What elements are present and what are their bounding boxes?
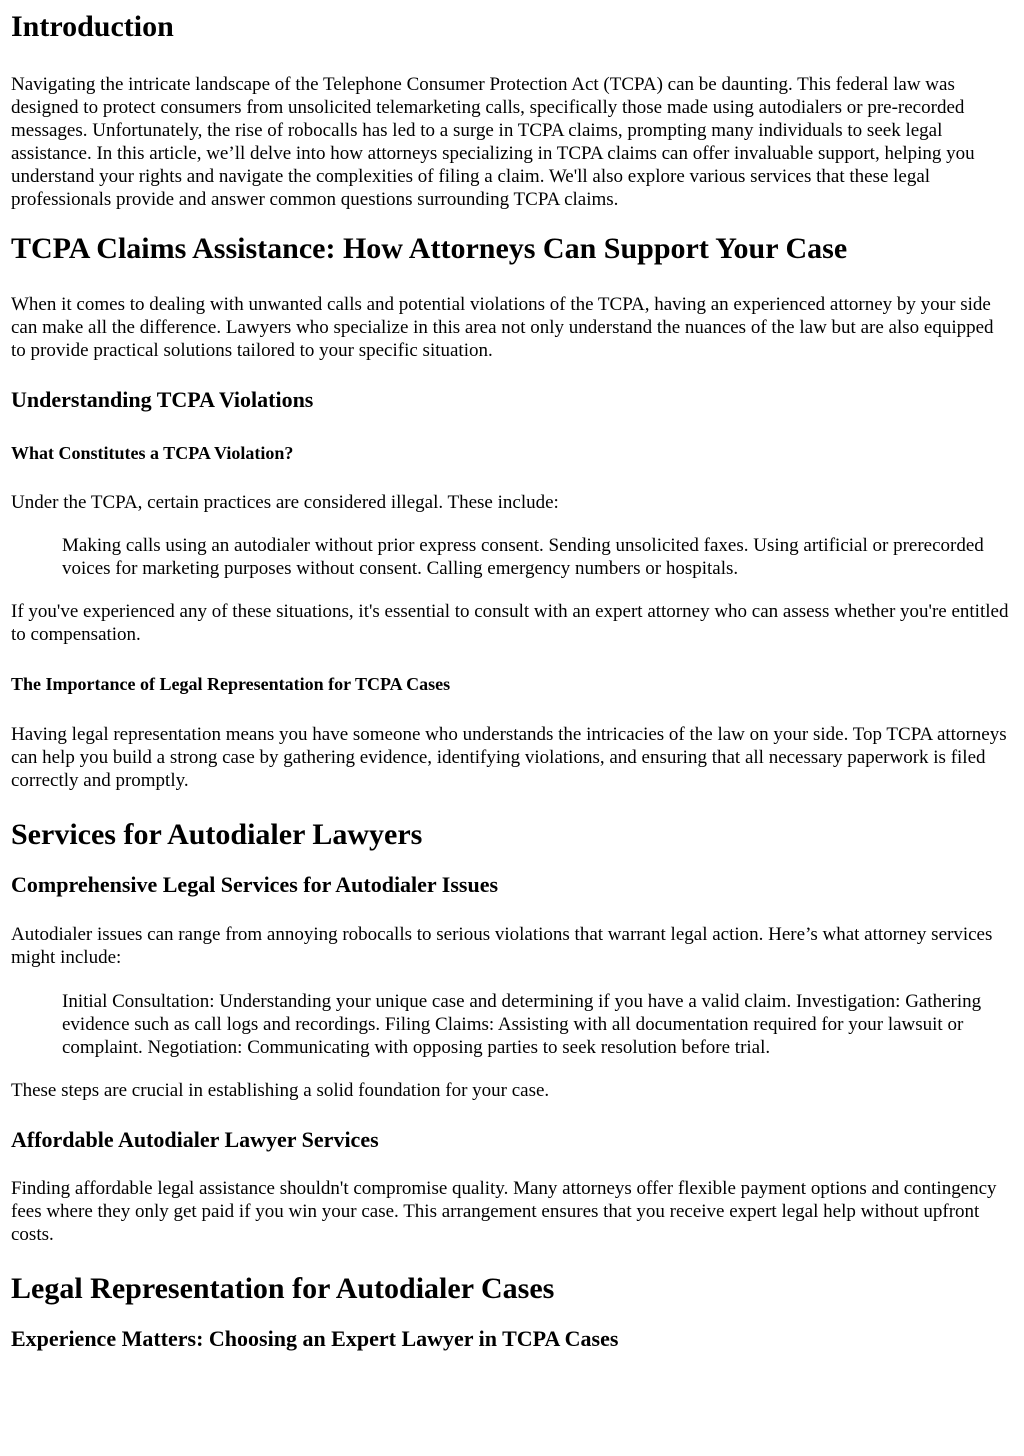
- heading-legal-representation-autodialer: Legal Representation for Autodialer Cases: [11, 1272, 555, 1305]
- paragraph-steps-crucial: These steps are crucial in establishing a solid foundation for your case.: [11, 1080, 550, 1101]
- blockquote-violation-list: Making calls using an autodialer without prior express consent. Sending unsolicited faxes. Using artificial or prerecorded voices for marketing purposes without consent. Calling emergency numbers or hospitals.: [62, 535, 984, 579]
- blockquote-attorney-services: Initial Consultation: Understanding your unique case and determining if you have a valid claim. Investigation: Gathering evidence such as call logs and recordings. Filing Claims: Assisting with all documentation required for your lawsuit or complaint. Negotiation: Communicating with opposing parties to seek resolution before trial.: [62, 991, 982, 1058]
- heading-importance-of-representation: The Importance of Legal Representation for TCPA Cases: [11, 674, 451, 694]
- article: [0, 10, 1024, 1352]
- heading-services-autodialer-lawyers: Services for Autodialer Lawyers: [11, 818, 423, 851]
- heading-comprehensive-services: Comprehensive Legal Services for Autodialer Issues: [11, 872, 499, 897]
- heading-experience-matters: Experience Matters: Choosing an Expert Lawyer in TCPA Cases: [11, 1326, 619, 1351]
- heading-tcpa-claims-assistance: TCPA Claims Assistance: How Attorneys Can Support Your Case: [11, 232, 848, 265]
- paragraph-tcpa-claims-assistance: When it comes to dealing with unwanted calls and potential violations of the TCPA, having an experienced attorney by your side can make all the difference. Lawyers who specialize in this area not only understand the nuances of the law but are also equipped to provide practical solutions tailored to your specific situation.: [11, 294, 994, 361]
- paragraph-consult-attorney: If you've experienced any of these situations, it's essential to consult with an expert attorney who can assess whether you're entitled to compensation.: [11, 601, 1009, 645]
- heading-what-constitutes-violation: What Constitutes a TCPA Violation?: [11, 443, 294, 463]
- paragraph-illegal-practices: Under the TCPA, certain practices are considered illegal. These include:: [11, 492, 559, 513]
- paragraph-autodialer-issues: Autodialer issues can range from annoying robocalls to serious violations that warrant legal action. Here’s what attorney services might include:: [11, 924, 993, 968]
- heading-introduction: Introduction: [11, 10, 174, 43]
- paragraph-introduction: Navigating the intricate landscape of the Telephone Consumer Protection Act (TCPA) can be daunting. This federal law was designed to protect consumers from unsolicited telemarketing calls, specifically those made using autodialers or pre-recorded messages. Unfortunately, the rise of robocalls has led to a surge in TCPA claims, prompting many individuals to seek legal assistance. In this article, we’ll delve into how attorneys specializing in TCPA claims can offer invaluable support, helping you understand your rights and navigate the complexities of filing a claim. We'll also explore various services that these legal professionals provide and answer common questions surrounding TCPA claims.: [11, 74, 975, 210]
- heading-affordable-services: Affordable Autodialer Lawyer Services: [11, 1127, 379, 1152]
- paragraph-importance-of-representation: Having legal representation means you have someone who understands the intricacies of the law on your side. Top TCPA attorneys can help you build a strong case by gathering evidence, identifying violations, and ensuring that all necessary paperwork is filed correctly and promptly.: [11, 724, 1007, 791]
- heading-understanding-violations: Understanding TCPA Violations: [11, 387, 314, 412]
- paragraph-affordable-services: Finding affordable legal assistance shouldn't compromise quality. Many attorneys offer flexible payment options and contingency fees where they only get paid if you win your case. This arrangement ensures that you receive expert legal help without upfront costs.: [11, 1178, 997, 1245]
